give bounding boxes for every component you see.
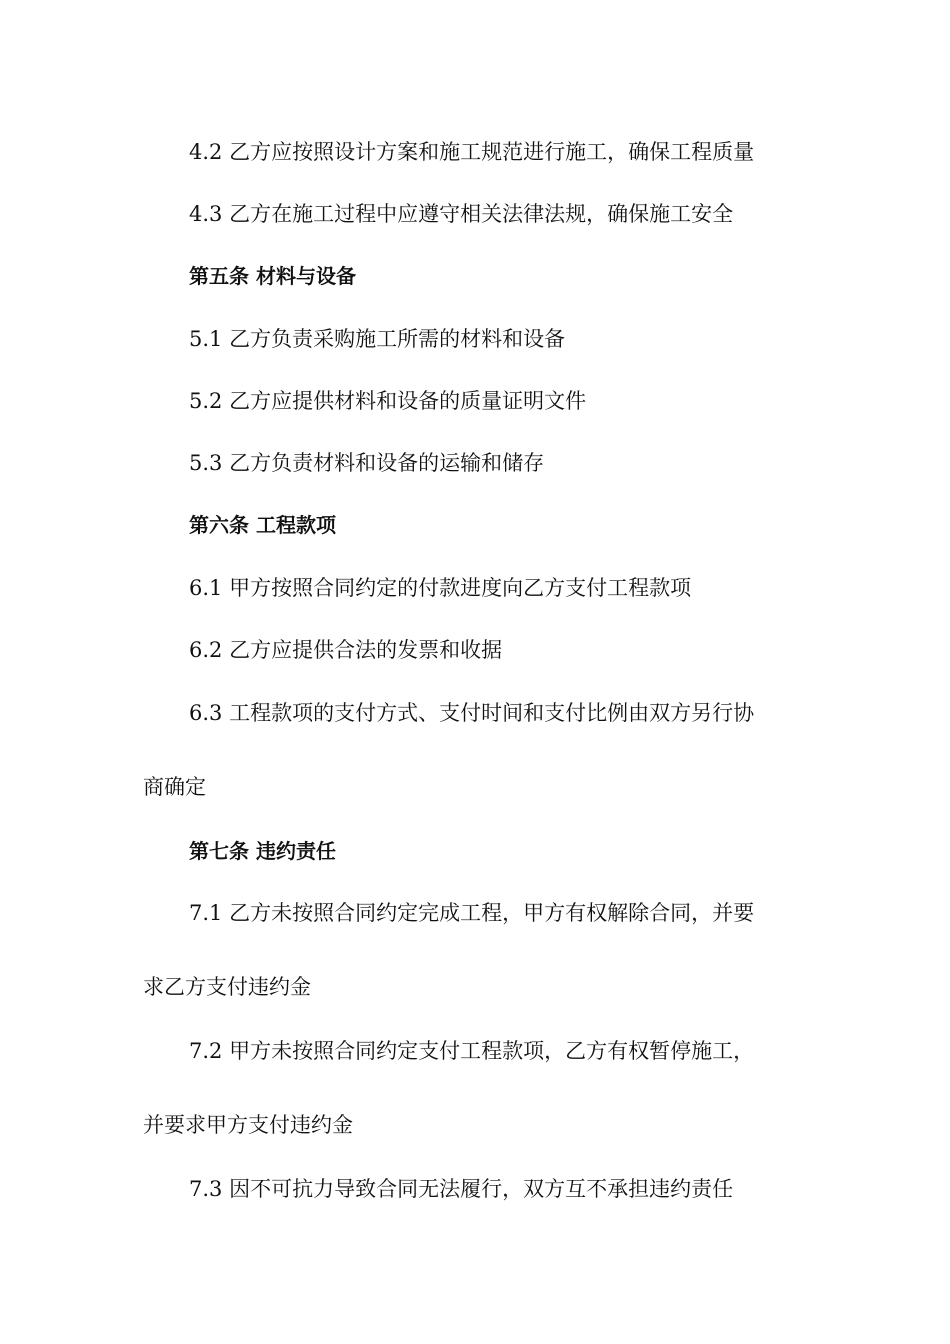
clause-6-3-continued: 商确定 <box>143 775 206 799</box>
clause-6-3: 6.3 工程款项的支付方式、支付时间和支付比例由双方另行协 <box>189 701 755 725</box>
clause-7-1: 7.1 乙方未按照合同约定完成工程，甲方有权解除合同，并要 <box>189 901 755 925</box>
article-5-heading: 第五条 材料与设备 <box>189 264 356 288</box>
clause-7-2-continued: 并要求甲方支付违约金 <box>143 1113 353 1137</box>
clause-5-3: 5.3 乙方负责材料和设备的运输和储存 <box>189 451 545 475</box>
clause-5-2: 5.2 乙方应提供材料和设备的质量证明文件 <box>189 389 587 413</box>
clause-7-2: 7.2 甲方未按照合同约定支付工程款项，乙方有权暂停施工， <box>189 1039 755 1063</box>
clause-4-3: 4.3 乙方在施工过程中应遵守相关法律法规，确保施工安全 <box>189 202 734 226</box>
clause-5-1: 5.1 乙方负责采购施工所需的材料和设备 <box>189 327 566 351</box>
clause-6-2: 6.2 乙方应提供合法的发票和收据 <box>189 638 503 662</box>
clause-4-2: 4.2 乙方应按照设计方案和施工规范进行施工，确保工程质量 <box>189 140 755 164</box>
clause-6-1: 6.1 甲方按照合同约定的付款进度向乙方支付工程款项 <box>189 576 692 600</box>
article-7-heading: 第七条 违约责任 <box>189 839 336 863</box>
article-6-heading: 第六条 工程款项 <box>189 513 336 537</box>
clause-7-3: 7.3 因不可抗力导致合同无法履行，双方互不承担违约责任 <box>189 1177 734 1201</box>
clause-7-1-continued: 求乙方支付违约金 <box>143 975 311 999</box>
